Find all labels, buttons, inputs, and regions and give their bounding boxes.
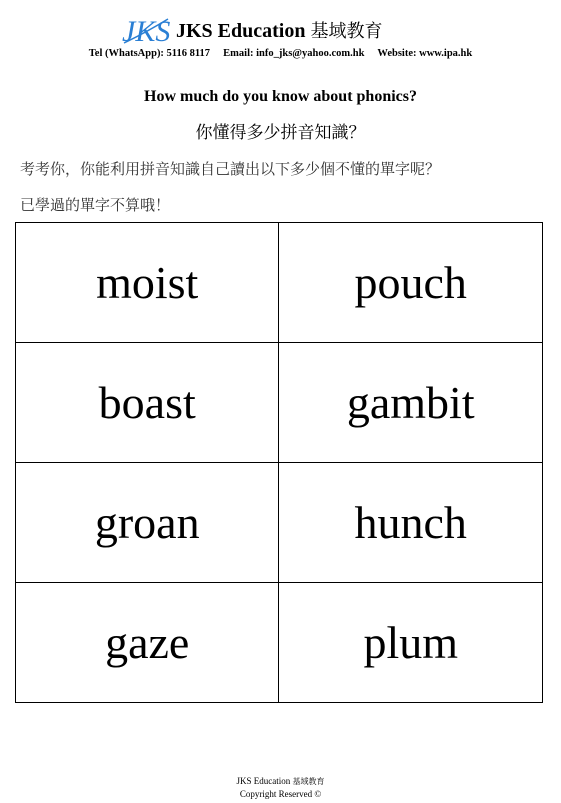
page-title-cn: 你懂得多少拼音知識？ (195, 123, 366, 143)
word-cell: plum (279, 583, 543, 703)
word-cell: boast (16, 343, 279, 463)
brand-name-en: JKS Education (176, 20, 306, 42)
word-cell: pouch (279, 223, 543, 343)
word-table (15, 222, 543, 703)
word-cell: hunch (279, 463, 543, 583)
instruction-line-2: 已學過的單字不算哦！ (20, 196, 171, 214)
word-cell: gambit (279, 343, 543, 463)
footer-brand-cn: 基域教育 (292, 777, 325, 786)
page-title-en: How much do you know about phonics? (144, 88, 417, 105)
instruction-line-1: 考考你，你能利用拼音知識自己讀出以下多少個不懂的單字呢？ (20, 160, 441, 178)
brand-name-cn: 基域教育 (310, 21, 383, 42)
logo-lettering: JKS (122, 15, 170, 47)
letterhead (0, 8, 561, 64)
brand-name (176, 17, 382, 43)
brand-row (120, 12, 382, 48)
footer-brand (0, 775, 561, 788)
word-row (16, 463, 543, 583)
footer-brand-en: JKS Education (236, 776, 291, 786)
word-row (16, 343, 543, 463)
word-cell: gaze (16, 583, 279, 703)
word-cell: moist (16, 223, 279, 343)
word-row (16, 223, 543, 343)
contact-info: Tel (WhatsApp): 5116 8117 Email: info_jks@yahoo.com.hk Website: www.ipa.hk (88, 48, 473, 59)
footer-copyright: Copyright Reserved © (239, 789, 322, 799)
word-cell: groan (16, 463, 279, 583)
jks-logo (120, 13, 170, 47)
word-row (16, 583, 543, 703)
page-footer (0, 775, 561, 800)
